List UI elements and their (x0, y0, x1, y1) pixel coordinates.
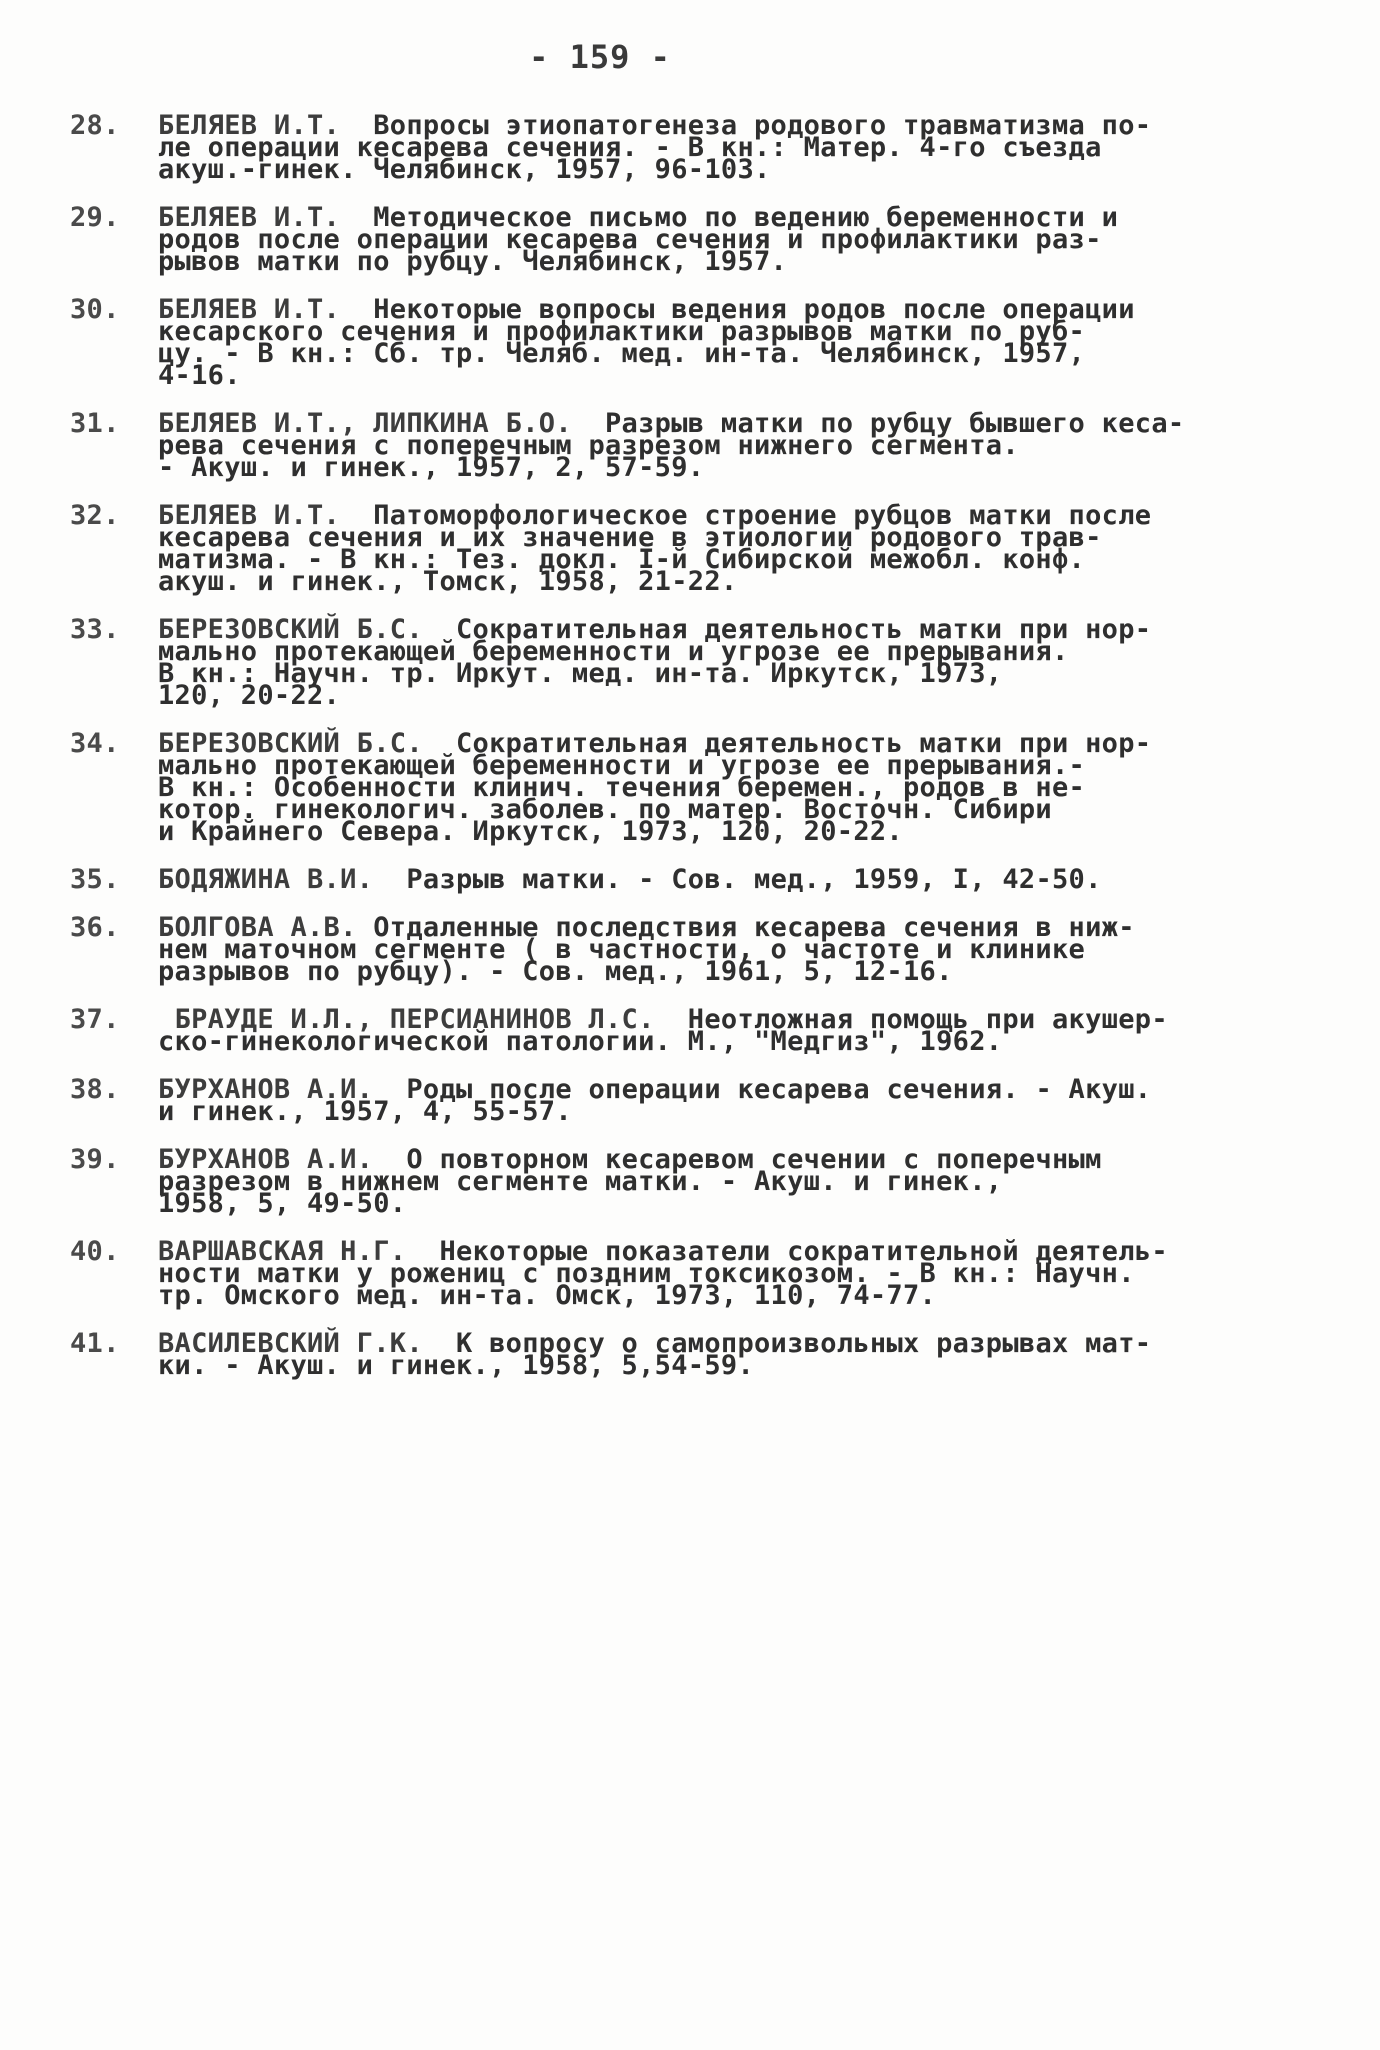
entry-text: Роды после операции кесарева сечения. - Акуш. и гинек., 1957, 4, 55-57. (158, 1074, 1152, 1127)
entry-text: Методическое письмо по ведению беременности и родов после операции кесарева сечения и профилактики раз- рывов матки по рубцу. Челябинск, 1957. (158, 202, 1119, 277)
entry-number: 28. (70, 110, 120, 141)
entry-number: 31. (70, 408, 120, 439)
entry-text: О повторном кесаревом сечении с поперечным разрезом в нижнем сегменте матки. - Акуш. и гинек., 1958, 5, 49-50. (158, 1144, 1102, 1219)
entry-text: Разрыв матки по рубцу бывшего кеса- рева сечения с поперечным разрезом нижнего сегмента. - Акуш. и гинек., 1957, 2, 57-59. (158, 408, 1185, 483)
entry-body (158, 500, 1320, 597)
entry-body (158, 864, 1320, 895)
entry-author: БЕЛЯЕВ И.Т., ЛИПКИНА Б.О. (158, 408, 572, 439)
entry-text: Патоморфологическое строение рубцов матки после кесарева сечения и их значение в этиологии родового трав- матизма. - В кн.: Тез. докл. I-й Сибирской межобл. конф. акуш. и гинек., Томск, 1958, 21-22. (158, 500, 1152, 597)
bibliography-entry (70, 110, 1320, 185)
entry-number: 36. (70, 912, 120, 943)
entry-text: Вопросы этиопатогенеза родового травматизма по- ле операции кесарева сечения. - В кн.: Матер. 4-го съезда акуш.-гинек. Челябинск, 1957, 96-103. (158, 110, 1152, 185)
entry-body (158, 912, 1320, 987)
bibliography-entry (70, 1144, 1320, 1219)
entry-author: БЕЛЯЕВ И.Т. (158, 500, 341, 531)
entry-number: 37. (70, 1004, 120, 1035)
entry-author: БЕРЕЗОВСКИЙ Б.С. (158, 728, 423, 759)
entry-number: 38. (70, 1074, 120, 1105)
entry-number: 34. (70, 728, 120, 759)
bibliography-entry (70, 912, 1320, 987)
entry-body (158, 294, 1320, 391)
entry-body (158, 1236, 1320, 1311)
entry-text: Отдаленные последствия кесарева сечения в ниж- нем маточном сегменте ( в частности, о частоте и клинике разрывов по рубцу). - Сов. мед., 1961, 5, 12-16. (158, 912, 1135, 987)
entry-body (158, 728, 1320, 847)
entry-number: 40. (70, 1236, 120, 1267)
entry-number: 35. (70, 864, 120, 895)
bibliography-entry (70, 728, 1320, 847)
bibliography-entry (70, 1236, 1320, 1311)
entry-author: БРАУДЕ И.Л., ПЕРСИАНИНОВ Л.С. (158, 1004, 655, 1035)
bibliography-entry (70, 202, 1320, 277)
bibliography-entry (70, 1074, 1320, 1127)
entry-text: Некоторые показатели сократительной деятель- ности матки у рожениц с поздним токсикозом. - В кн.: Научн. тр. Омского мед. ин-та. Омск, 1973, 110, 74-77. (158, 1236, 1168, 1311)
entry-body (158, 1074, 1320, 1127)
entry-number: 29. (70, 202, 120, 233)
entry-body (158, 1144, 1320, 1219)
entry-author: БУРХАНОВ А.И. (158, 1074, 374, 1105)
entry-body (158, 408, 1320, 483)
entry-number: 30. (70, 294, 120, 325)
entry-text: Сократительная деятельность матки при нор- мально протекающей беременности и угрозе ее прерывания.- В кн.: Особенности клинич. течения беремен., родов в не- котор. гинекологич. заболев. по матер. Восточн. Сибири и Крайнего Севера. Иркутск, 1973, 120, 20-22. (158, 728, 1152, 847)
bibliography-entry (70, 864, 1320, 895)
bibliography-entry (70, 1004, 1320, 1057)
entry-body (158, 110, 1320, 185)
entry-body (158, 202, 1320, 277)
entry-number: 39. (70, 1144, 120, 1175)
entry-text: Некоторые вопросы ведения родов после операции кесарского сечения и профилактики разрывов матки по руб- цу. - В кн.: Сб. тр. Челяб. мед. ин-та. Челябинск, 1957, 4-16. (158, 294, 1135, 391)
entry-number: 41. (70, 1328, 120, 1359)
entry-body (158, 1004, 1320, 1057)
bibliography-list (70, 110, 1320, 1403)
entry-text: Неотложная помощь при акушер- ско-гинекологической патологии. М., "Медгиз", 1962. (158, 1004, 1168, 1057)
entry-author: БОДЯЖИНА В.И. (158, 864, 374, 895)
entry-author: ВАРШАВСКАЯ Н.Г. (158, 1236, 407, 1267)
entry-body (158, 614, 1320, 711)
entry-body (158, 1328, 1320, 1381)
entry-author: БЕРЕЗОВСКИЙ Б.С. (158, 614, 423, 645)
bibliography-entry (70, 1328, 1320, 1381)
entry-number: 33. (70, 614, 120, 645)
bibliography-entry (70, 500, 1320, 597)
entry-number: 32. (70, 500, 120, 531)
bibliography-entry (70, 408, 1320, 483)
bibliography-entry (70, 614, 1320, 711)
entry-text: Сократительная деятельность матки при нор- мально протекающей беременности и угрозе ее прерывания. В кн.: Научн. тр. Иркут. мед. ин-та. Иркутск, 1973, 120, 20-22. (158, 614, 1152, 711)
entry-author: БЕЛЯЕВ И.Т. (158, 110, 341, 141)
entry-author: БУРХАНОВ А.И. (158, 1144, 374, 1175)
entry-author: БОЛГОВА А.В. (158, 912, 357, 943)
bibliography-entry (70, 294, 1320, 391)
entry-text: К вопросу о самопроизвольных разрывах мат- ки. - Акуш. и гинек., 1958, 5,54-59. (158, 1328, 1152, 1381)
entry-author: БЕЛЯЕВ И.Т. (158, 202, 341, 233)
entry-author: ВАСИЛЕВСКИЙ Г.К. (158, 1328, 423, 1359)
entry-text: Разрыв матки. - Сов. мед., 1959, I, 42-50. (373, 864, 1102, 895)
page-number: - 159 - (529, 38, 671, 76)
entry-author: БЕЛЯЕВ И.Т. (158, 294, 341, 325)
